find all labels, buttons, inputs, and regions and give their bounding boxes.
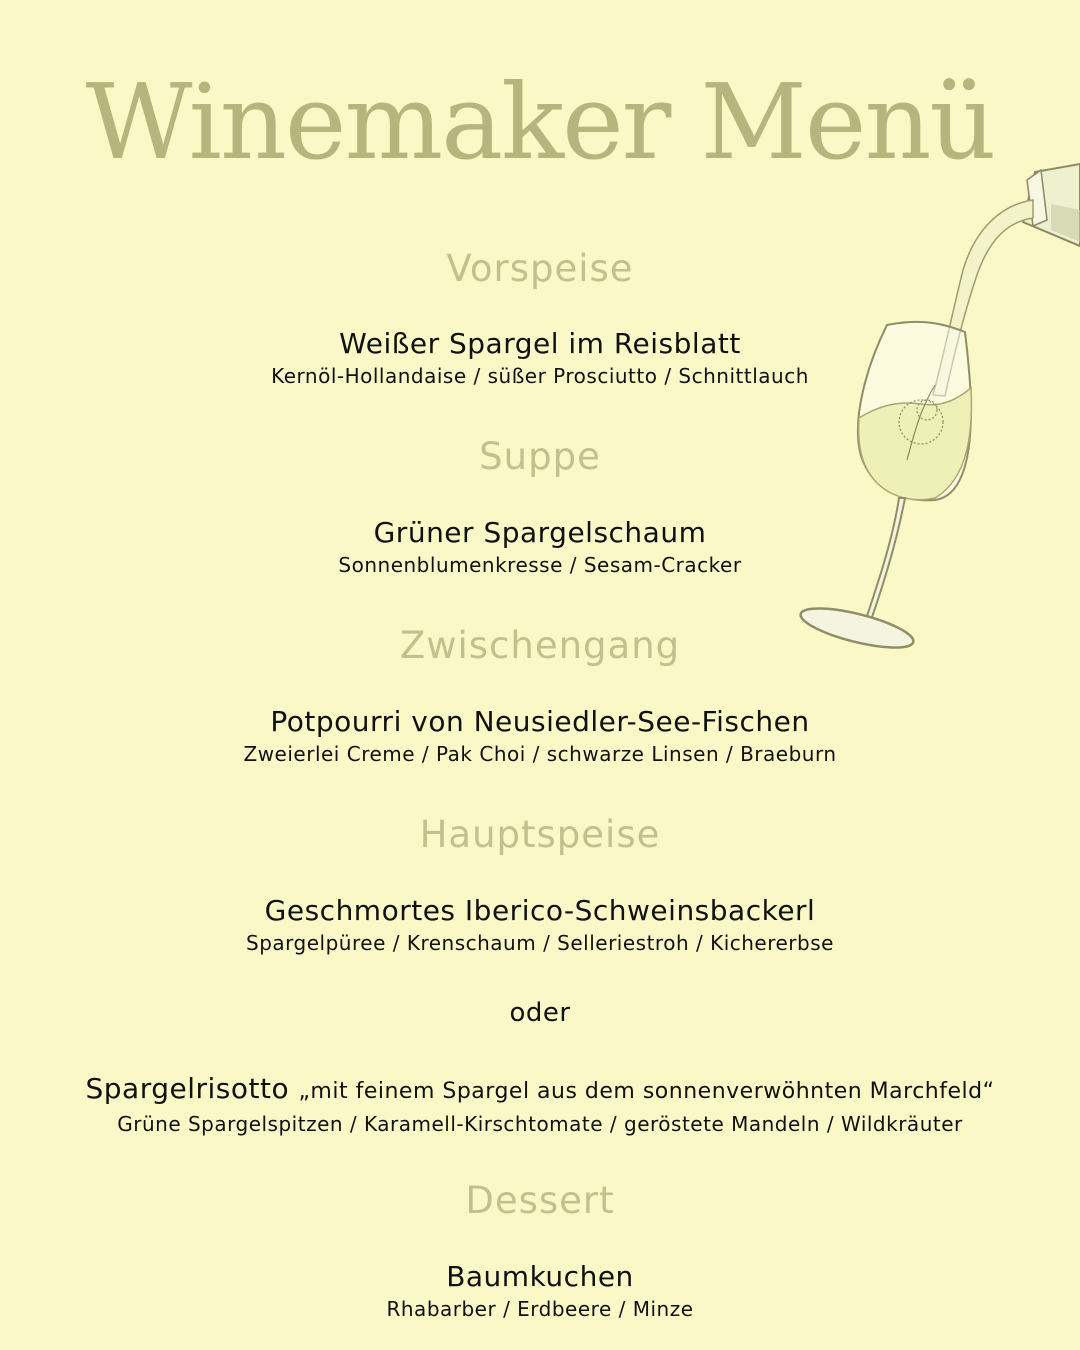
course-heading-zwischengang: Zwischengang [399, 624, 681, 667]
dish-name: Grüner Spargelschaum [373, 516, 707, 549]
dish-name: Spargelrisotto [85, 1072, 290, 1105]
dish-suppe [0, 516, 1080, 580]
dish-zwischengang [0, 705, 1080, 769]
dish-alternative [0, 1072, 1080, 1139]
dish-description: Grüne Spargelspitzen / Karamell-Kirschtomate / geröstete Mandeln / Wildkräuter [117, 1112, 963, 1136]
course-heading-dessert: Dessert [465, 1179, 615, 1222]
oder-separator: oder [509, 998, 571, 1028]
wine-pour-icon [795, 160, 1080, 660]
dish-description: Sonnenblumenkresse / Sesam-Cracker [338, 553, 742, 577]
dish-dessert [0, 1260, 1080, 1324]
dish-description: Spargelpüree / Krenschaum / Selleriestroh / Kichererbse [246, 931, 834, 955]
dish-description: Rhabarber / Erdbeere / Minze [386, 1297, 694, 1321]
dish-hauptspeise [0, 894, 1080, 958]
dish-name: Potpourri von Neusiedler-See-Fischen [270, 705, 810, 738]
dish-name: Weißer Spargel im Reisblatt [339, 327, 741, 360]
dish-description: Kernöl-Hollandaise / süßer Prosciutto / Schnittlauch [271, 364, 809, 388]
dish-description: Zweierlei Creme / Pak Choi / schwarze Linsen / Braeburn [243, 742, 837, 766]
dish-name: Geschmortes Iberico-Schweinsbackerl [264, 894, 816, 927]
dish-vorspeise [0, 327, 1080, 391]
menu-title: Winemaker Menü [85, 61, 995, 183]
course-heading-suppe: Suppe [479, 435, 601, 478]
course-heading-vorspeise: Vorspeise [446, 247, 634, 290]
dish-quote: „mit feinem Spargel aus dem sonnenverwöhnten Marchfeld“ [298, 1079, 995, 1104]
course-heading-hauptspeise: Hauptspeise [419, 813, 661, 856]
dish-name: Baumkuchen [446, 1260, 634, 1293]
dish-name-line [0, 1072, 1080, 1109]
